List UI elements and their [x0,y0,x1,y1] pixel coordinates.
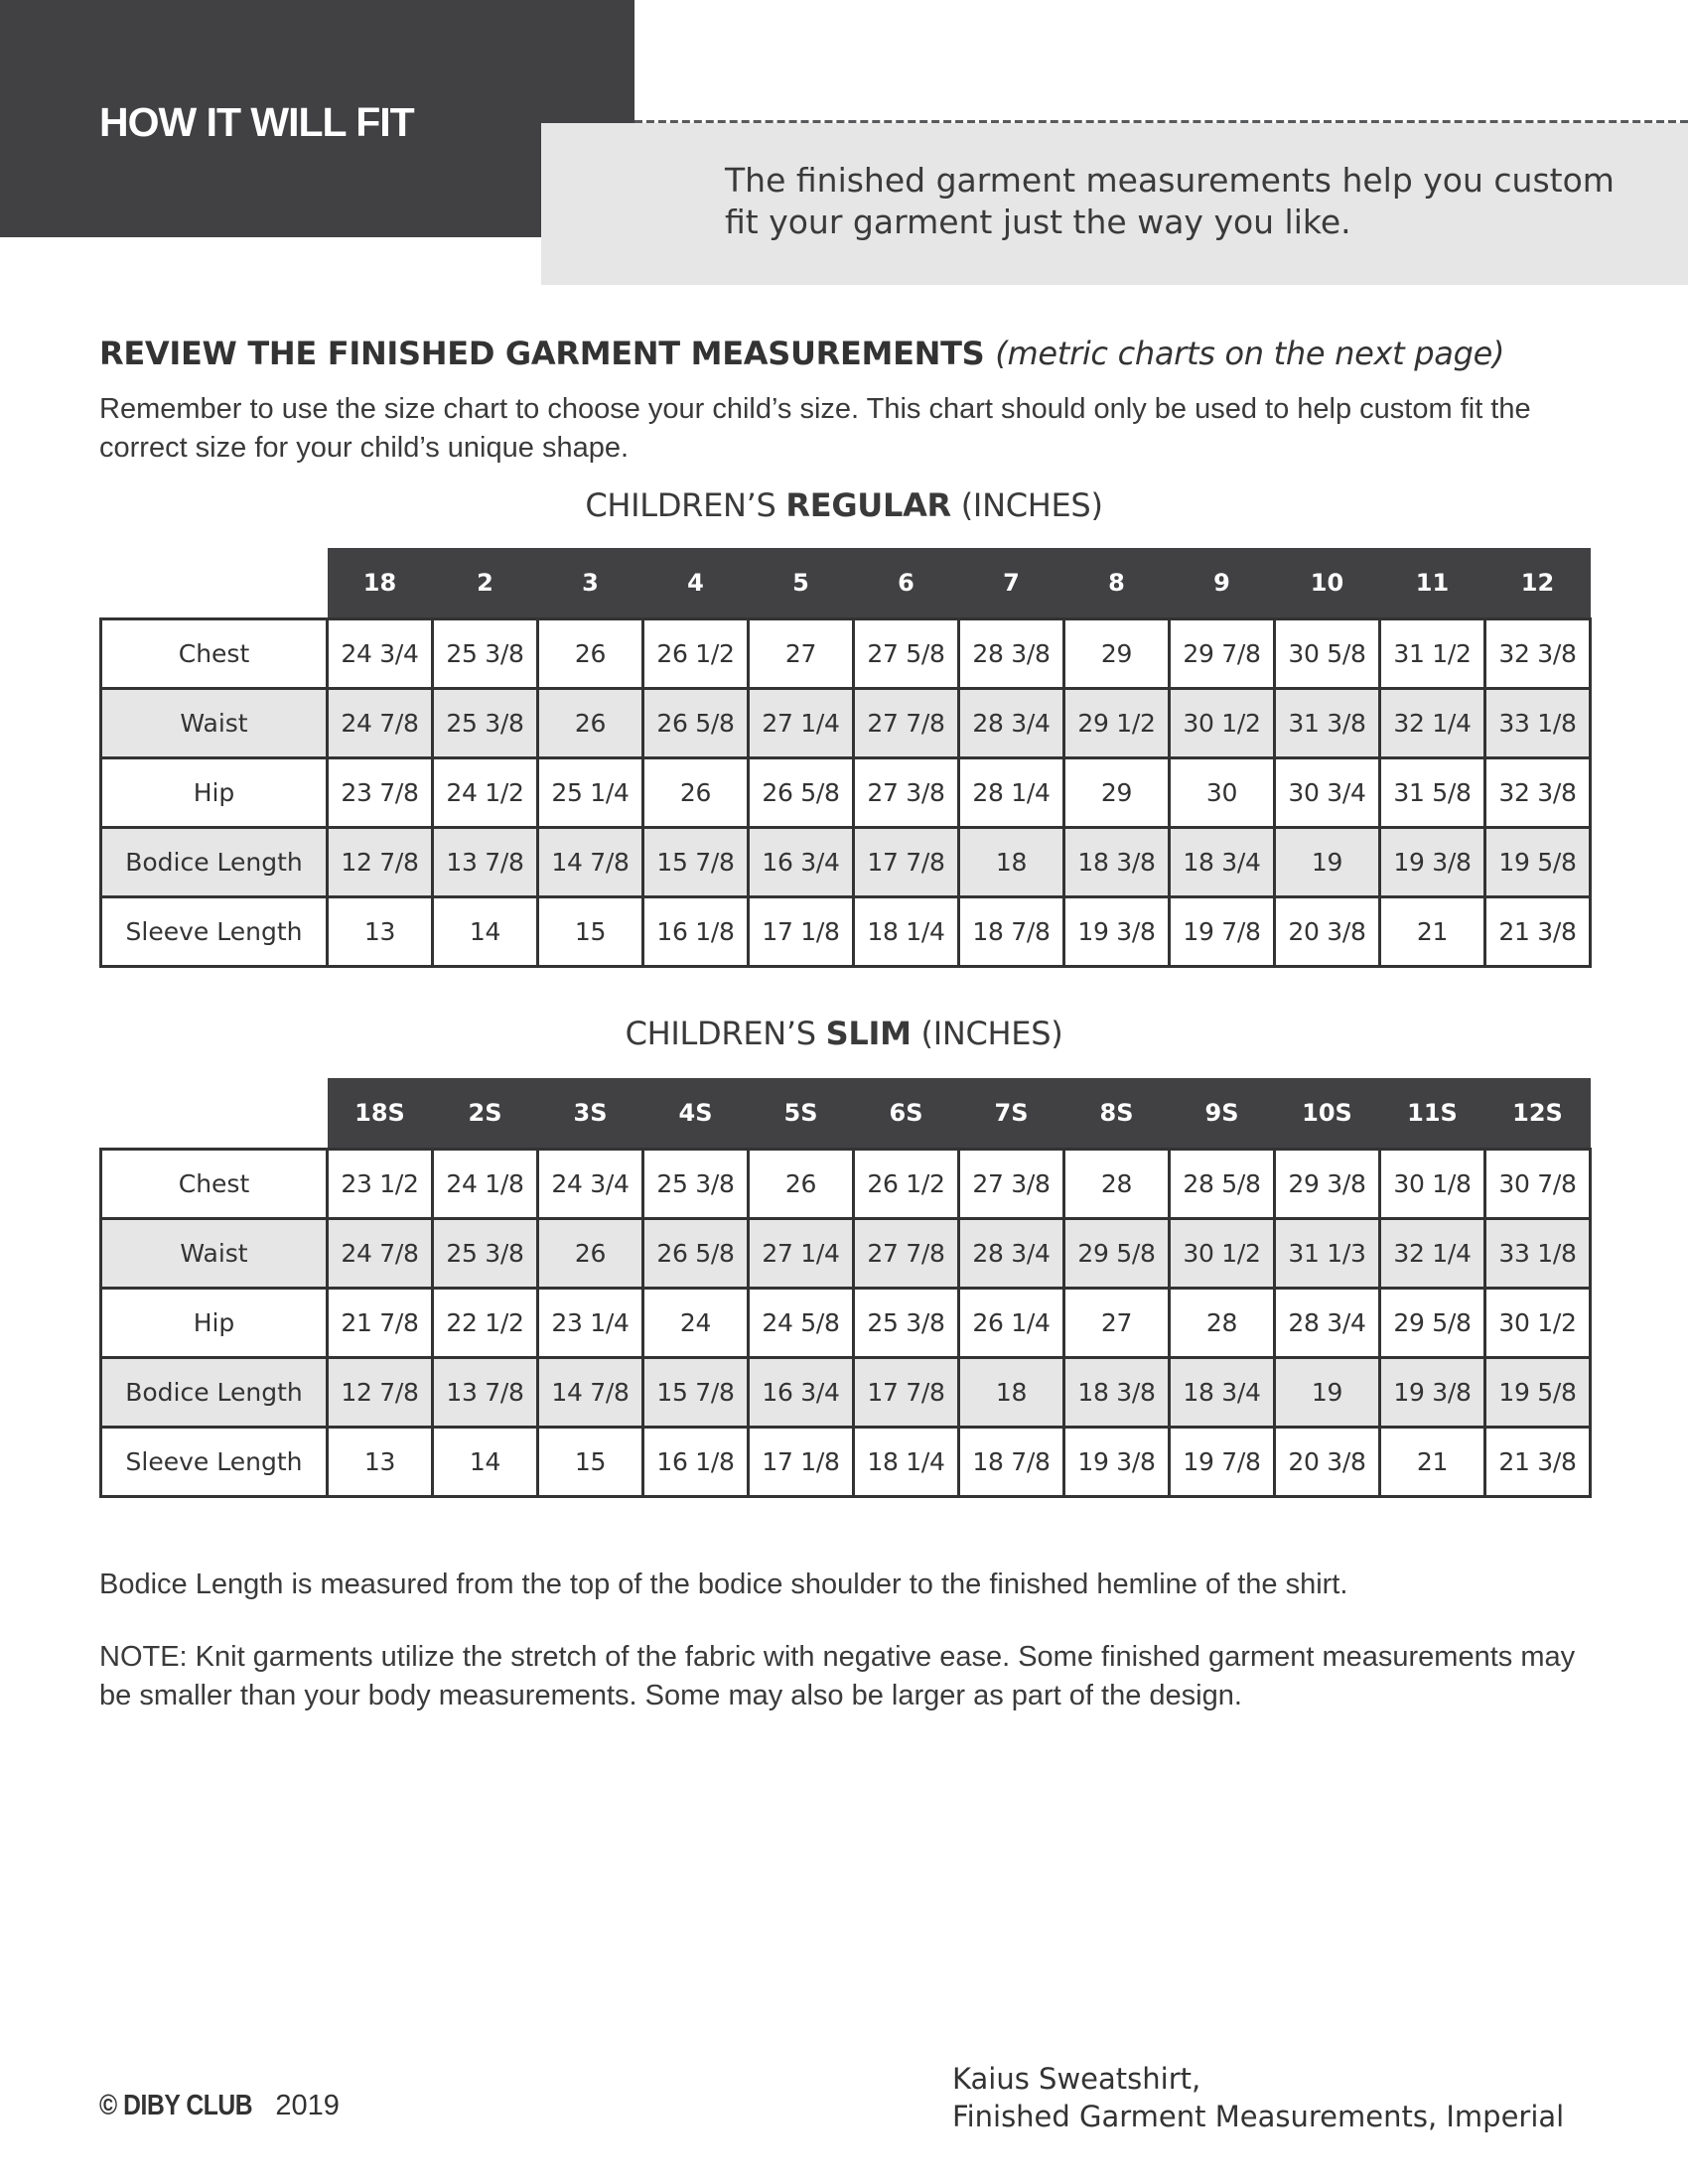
page-title: HOW IT WILL FIT [99,99,414,145]
measurement-value: 33 1/8 [1485,689,1591,758]
footer-doc-line-2: Finished Garment Measurements, Imperial [952,2100,1565,2133]
measurement-value: 29 5/8 [1380,1289,1485,1358]
measurement-value: 18 [959,1358,1064,1428]
slim-size-header: 7S [959,1078,1064,1150]
table-row [101,828,1591,897]
measurement-value: 26 1/2 [854,1150,959,1219]
measurement-value: 29 [1064,619,1170,689]
measurement-value: 18 7/8 [959,1428,1064,1497]
measurement-value: 21 3/8 [1485,1428,1591,1497]
measurement-value: 25 3/8 [433,1219,538,1289]
intro-box [541,123,1688,285]
measurement-label: Hip [101,758,328,828]
measurement-value: 24 7/8 [328,689,433,758]
regular-size-header: 5 [749,548,854,619]
footer-brand [99,2090,340,2122]
footer-year: 2019 [275,2090,340,2121]
measurement-value: 19 7/8 [1170,1428,1275,1497]
measurement-value: 27 7/8 [854,689,959,758]
measurement-value: 19 3/8 [1064,897,1170,967]
measurement-value: 16 1/8 [643,1428,749,1497]
measurement-value: 15 [538,897,643,967]
table-row [101,1219,1591,1289]
measurement-value: 17 1/8 [749,1428,854,1497]
measurement-value: 17 1/8 [749,897,854,967]
measurement-value: 26 5/8 [643,1219,749,1289]
measurement-value: 15 7/8 [643,1358,749,1428]
measurement-value: 30 3/4 [1275,758,1380,828]
table-row [101,619,1591,689]
measurement-value: 30 [1170,758,1275,828]
measurement-value: 31 3/8 [1275,689,1380,758]
measurement-value: 12 7/8 [328,1358,433,1428]
measurement-value: 27 1/4 [749,1219,854,1289]
measurement-value: 28 5/8 [1170,1150,1275,1219]
measurement-value: 24 1/8 [433,1150,538,1219]
measurement-value: 31 1/3 [1275,1219,1380,1289]
regular-size-header: 9 [1170,548,1275,619]
measurement-value: 14 [433,1428,538,1497]
measurement-value: 16 3/4 [749,1358,854,1428]
measurement-value: 24 1/2 [433,758,538,828]
measurement-value: 14 7/8 [538,1358,643,1428]
measurement-value: 27 3/8 [959,1150,1064,1219]
measurement-value: 28 3/8 [959,619,1064,689]
measurement-value: 20 3/8 [1275,897,1380,967]
measurement-value: 26 [538,1219,643,1289]
measurement-value: 18 3/4 [1170,828,1275,897]
slim-chart-title-bold: SLIM [825,1015,912,1052]
slim-chart-title [0,1015,1688,1052]
intro-text: The finished garment measurements help you custom fit your garment just the way you like. [725,161,1615,241]
measurement-value: 19 [1275,828,1380,897]
footer-document-title [952,2060,1564,2135]
regular-size-header: 18 [328,548,433,619]
measurement-value: 26 5/8 [749,758,854,828]
measurement-value: 21 [1380,1428,1485,1497]
measurement-value: 23 1/2 [328,1150,433,1219]
table-row [101,758,1591,828]
measurement-value: 17 7/8 [854,1358,959,1428]
table-row [101,689,1591,758]
brand-logo: © DIBY CLUB [99,2090,253,2121]
measurement-value: 26 [643,758,749,828]
measurement-value: 29 7/8 [1170,619,1275,689]
measurement-value: 25 3/8 [433,689,538,758]
measurement-value: 13 7/8 [433,828,538,897]
measurement-value: 30 1/2 [1485,1289,1591,1358]
slim-size-header: 3S [538,1078,643,1150]
bodice-note: Bodice Length is measured from the top of the bodice shoulder to the finished hemline of the shirt. [99,1569,1348,1600]
regular-chart-title-prefix: CHILDREN’S [585,486,776,524]
measurement-value: 26 [538,689,643,758]
measurement-value: 15 [538,1428,643,1497]
measurement-label: Sleeve Length [101,897,328,967]
measurement-value: 30 1/2 [1170,1219,1275,1289]
regular-size-header: 12 [1485,548,1591,619]
measurement-value: 30 5/8 [1275,619,1380,689]
regular-table-corner [101,548,328,619]
measurement-value: 18 3/8 [1064,1358,1170,1428]
measurement-label: Chest [101,1150,328,1219]
measurement-value: 24 7/8 [328,1219,433,1289]
measurement-value: 27 7/8 [854,1219,959,1289]
measurement-value: 18 3/8 [1064,828,1170,897]
measurement-value: 25 1/4 [538,758,643,828]
slim-chart-title-prefix: CHILDREN’S [625,1015,816,1052]
regular-size-header: 10 [1275,548,1380,619]
measurement-value: 19 3/8 [1380,1358,1485,1428]
section-heading [99,335,1504,372]
table-row [101,897,1591,967]
measurement-value: 32 3/8 [1485,758,1591,828]
measurement-label: Waist [101,689,328,758]
measurement-value: 25 3/8 [854,1289,959,1358]
measurement-value: 19 3/8 [1380,828,1485,897]
slim-size-header: 9S [1170,1078,1275,1150]
measurement-value: 16 1/8 [643,897,749,967]
slim-size-header: 5S [749,1078,854,1150]
measurement-value: 23 1/4 [538,1289,643,1358]
table-row [101,1150,1591,1219]
slim-chart-title-suffix: (INCHES) [920,1015,1063,1052]
measurement-value: 19 7/8 [1170,897,1275,967]
measurement-value: 12 7/8 [328,828,433,897]
regular-size-header: 8 [1064,548,1170,619]
measurement-value: 19 5/8 [1485,1358,1591,1428]
measurement-value: 28 [1064,1150,1170,1219]
measurement-value: 26 5/8 [643,689,749,758]
measurement-value: 14 7/8 [538,828,643,897]
measurement-value: 13 [328,1428,433,1497]
measurement-value: 14 [433,897,538,967]
measurement-value: 13 7/8 [433,1358,538,1428]
knit-note: NOTE: Knit garments utilize the stretch of the fabric with negative ease. Some finished garment measurements may be smaller than your body measurements. Some may also be larger as part of the design. [99,1641,1576,1711]
measurement-value: 28 3/4 [1275,1289,1380,1358]
regular-size-header: 3 [538,548,643,619]
measurement-value: 32 1/4 [1380,689,1485,758]
measurement-value: 19 5/8 [1485,828,1591,897]
regular-chart-title [0,486,1688,524]
measurement-value: 28 1/4 [959,758,1064,828]
slim-size-header: 11S [1380,1078,1485,1150]
slim-table-corner [101,1078,328,1150]
measurement-value: 29 3/8 [1275,1150,1380,1219]
section-heading-text: REVIEW THE FINISHED GARMENT MEASUREMENTS [99,335,985,372]
measurement-value: 24 3/4 [538,1150,643,1219]
measurement-value: 26 1/2 [643,619,749,689]
regular-size-table [99,548,1592,968]
measurement-value: 30 7/8 [1485,1150,1591,1219]
regular-size-header: 11 [1380,548,1485,619]
measurement-value: 29 [1064,758,1170,828]
regular-chart-title-bold: REGULAR [785,486,951,524]
slim-size-header: 2S [433,1078,538,1150]
slim-size-header: 18S [328,1078,433,1150]
measurement-label: Sleeve Length [101,1428,328,1497]
regular-chart-title-suffix: (INCHES) [960,486,1103,524]
measurement-value: 27 5/8 [854,619,959,689]
slim-size-header: 4S [643,1078,749,1150]
measurement-value: 31 5/8 [1380,758,1485,828]
measurement-label: Bodice Length [101,1358,328,1428]
regular-size-header: 2 [433,548,538,619]
measurement-value: 27 3/8 [854,758,959,828]
measurement-value: 28 [1170,1289,1275,1358]
measurement-label: Hip [101,1289,328,1358]
measurement-value: 27 1/4 [749,689,854,758]
measurement-value: 30 1/2 [1170,689,1275,758]
measurement-value: 20 3/8 [1275,1428,1380,1497]
measurement-value: 28 3/4 [959,1219,1064,1289]
measurement-value: 24 [643,1289,749,1358]
table-row [101,1289,1591,1358]
measurement-label: Chest [101,619,328,689]
slim-size-header: 6S [854,1078,959,1150]
table-row [101,1358,1591,1428]
measurement-value: 29 1/2 [1064,689,1170,758]
measurement-value: 31 1/2 [1380,619,1485,689]
measurement-value: 32 1/4 [1380,1219,1485,1289]
measurement-value: 25 3/8 [643,1150,749,1219]
measurement-value: 17 7/8 [854,828,959,897]
measurement-value: 26 [538,619,643,689]
measurement-value: 24 3/4 [328,619,433,689]
slim-size-header: 10S [1275,1078,1380,1150]
measurement-value: 29 5/8 [1064,1219,1170,1289]
measurement-value: 28 3/4 [959,689,1064,758]
measurement-value: 22 1/2 [433,1289,538,1358]
measurement-label: Waist [101,1219,328,1289]
measurement-label: Bodice Length [101,828,328,897]
slim-size-header: 8S [1064,1078,1170,1150]
measurement-value: 21 [1380,897,1485,967]
measurement-value: 24 5/8 [749,1289,854,1358]
measurement-value: 18 1/4 [854,1428,959,1497]
measurement-value: 13 [328,897,433,967]
measurement-value: 21 7/8 [328,1289,433,1358]
section-heading-note: (metric charts on the next page) [995,335,1505,372]
regular-size-header: 4 [643,548,749,619]
measurement-value: 21 3/8 [1485,897,1591,967]
section-description: Remember to use the size chart to choose your child’s size. This chart should only be used to help custom fit the correct size for your child’s unique shape. [99,393,1531,464]
measurement-value: 25 3/8 [433,619,538,689]
measurement-value: 18 3/4 [1170,1358,1275,1428]
measurement-value: 30 1/8 [1380,1150,1485,1219]
regular-size-header: 6 [854,548,959,619]
measurement-value: 26 1/4 [959,1289,1064,1358]
slim-size-header: 12S [1485,1078,1591,1150]
measurement-value: 33 1/8 [1485,1219,1591,1289]
measurement-value: 16 3/4 [749,828,854,897]
measurement-value: 27 [1064,1289,1170,1358]
measurement-value: 18 1/4 [854,897,959,967]
regular-size-header: 7 [959,548,1064,619]
measurement-value: 32 3/8 [1485,619,1591,689]
slim-size-table [99,1078,1592,1498]
table-row [101,1428,1591,1497]
measurement-value: 27 [749,619,854,689]
measurement-value: 26 [749,1150,854,1219]
measurement-value: 23 7/8 [328,758,433,828]
measurement-value: 19 [1275,1358,1380,1428]
measurement-value: 18 7/8 [959,897,1064,967]
measurement-value: 19 3/8 [1064,1428,1170,1497]
header-block [0,0,634,237]
footer-doc-line-1: Kaius Sweatshirt, [952,2062,1201,2096]
measurement-value: 15 7/8 [643,828,749,897]
measurement-value: 18 [959,828,1064,897]
